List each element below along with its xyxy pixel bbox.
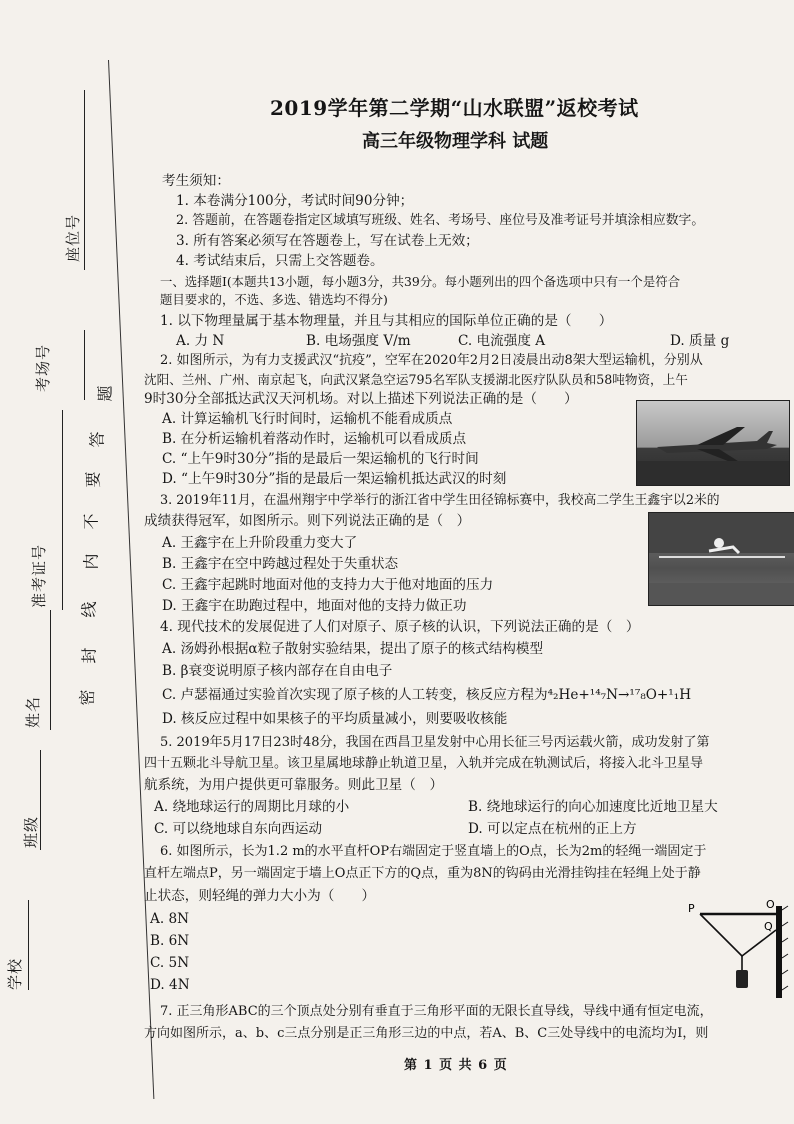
q1-option-a: A. 力 N bbox=[176, 333, 225, 349]
q2-option-d: D. “上午9时30分”指的是最后一架运输机抵达武汉的时刻 bbox=[162, 471, 507, 487]
seal-char: 封 bbox=[79, 647, 99, 664]
q3-option-b: B. 王鑫宇在空中跨越过程处于失重状态 bbox=[162, 556, 399, 572]
q6-option-a: A. 8N bbox=[150, 911, 190, 927]
seat-label: 座位号 bbox=[64, 213, 82, 262]
seal-char: 题 bbox=[95, 385, 115, 402]
q6-stem: 6. 如图所示，长为1.2 m的水平直杆OP右端固定于竖直墙上的O点，长为2m的轻绳一端固定于 bbox=[160, 844, 707, 859]
label-p: P bbox=[688, 902, 695, 915]
q6-option-b: B. 6N bbox=[150, 933, 190, 949]
label-q: Q bbox=[764, 920, 773, 933]
seal-char: 线 bbox=[79, 601, 99, 618]
exam-room-label: 考场号 bbox=[34, 343, 52, 392]
school-label: 学校 bbox=[6, 957, 24, 990]
main-content bbox=[140, 0, 794, 1124]
q3-option-d: D. 王鑫宇在助跑过程中，地面对他的支持力做正功 bbox=[162, 598, 467, 614]
school-line bbox=[28, 900, 29, 990]
q5-stem: 5. 2019年5月17日23时48分，我国在西昌卫星发射中心用长征三号丙运载火箭，成功发射了第 bbox=[160, 735, 710, 750]
q2-option-c: C. “上午9时30分”指的是最后一架运输机的飞行时间 bbox=[162, 451, 479, 467]
q7-stem: 7. 正三角形ABC的三个顶点处分别有垂直于三角形平面的无限长直导线，导线中通有恒定电流， bbox=[160, 1004, 713, 1019]
q5-option-c: C. 可以绕地球自东向西运动 bbox=[154, 821, 323, 837]
q5-option-a: A. 绕地球运行的周期比月球的小 bbox=[154, 799, 350, 815]
binding-strip bbox=[0, 0, 140, 1124]
section-instruction: 一、选择题Ⅰ(本题共13小题，每小题3分，共39分。每小题列出的四个备选项中只有一个是符合 bbox=[160, 274, 680, 289]
section-instruction: 题目要求的，不选、多选、错选均不得分) bbox=[160, 292, 388, 307]
q3-option-a: A. 王鑫宇在上升阶段重力变大了 bbox=[162, 535, 358, 551]
notice-item: 3. 所有答案必须写在答题卷上，写在试卷上无效； bbox=[176, 233, 479, 249]
q6-stem: 直杆左端点P，另一端固定于墙上O点正下方的Q点，重为8N的钩码由光滑挂钩挂在轻绳上处于静 bbox=[144, 866, 701, 881]
rod-rope-diagram bbox=[680, 896, 790, 1006]
q5-option-b: B. 绕地球运行的向心加速度比近地卫星大 bbox=[468, 799, 718, 815]
seal-char: 不 bbox=[81, 513, 101, 530]
q6-stem: 止状态，则轻绳的弹力大小为（ ） bbox=[144, 888, 376, 904]
exam-title: 2019学年第二学期“山水联盟”返校考试 bbox=[270, 96, 639, 120]
plane-icon bbox=[637, 401, 789, 485]
seal-char: 答 bbox=[87, 431, 107, 448]
q2-stem: 沈阳、兰州、广州、南京起飞，向武汉紧急空运795名军队支援湖北医疗队队员和58吨物资，上午 bbox=[144, 372, 688, 387]
room-line bbox=[84, 330, 85, 400]
q6-option-d: D. 4N bbox=[150, 977, 190, 993]
q5-option-d: D. 可以定点在杭州的正上方 bbox=[468, 821, 637, 837]
name-line bbox=[50, 610, 51, 730]
transport-plane-photo bbox=[636, 400, 790, 486]
q2-option-b: B. 在分析运输机着落动作时，运输机可以看成质点 bbox=[162, 431, 467, 447]
q4-option-d: D. 核反应过程中如果核子的平均质量减小，则要吸收核能 bbox=[162, 711, 508, 727]
nuclear-equation: ⁴₂He+¹⁴₇N→¹⁷₈O+¹₁H bbox=[547, 687, 692, 703]
q3-stem: 成绩获得冠军，如图所示。则下列说法正确的是（ ） bbox=[144, 513, 471, 529]
exam-subtitle: 高三年级物理学科 试题 bbox=[362, 131, 549, 152]
q4-stem: 4. 现代技术的发展促进了人们对原子、原子核的认识，下列说法正确的是（ ） bbox=[160, 619, 640, 635]
q7-stem: 方向如图所示，a、b、c三点分别是正三角形三边的中点，若A、B、C三处导线中的电流均为I，则 bbox=[144, 1026, 709, 1041]
ticket-line bbox=[62, 410, 63, 610]
q2-stem: 2. 如图所示，为有力支援武汉“抗疫”，空军在2020年2月2日凌晨出动8架大型运输机，分别从 bbox=[160, 353, 703, 368]
q1-option-d: D. 质量 g bbox=[670, 333, 730, 349]
q3-stem: 3. 2019年11月，在温州翔宇中学举行的浙江省中学生田径锦标赛中，我校高二学生王鑫宇以2米的 bbox=[160, 493, 720, 508]
seat-line bbox=[84, 90, 85, 270]
q4-option-c bbox=[162, 686, 691, 704]
q3-option-c: C. 王鑫宇起跳时地面对他的支持力大于他对地面的压力 bbox=[162, 577, 494, 593]
high-jump-photo bbox=[648, 512, 794, 606]
notice-item: 1. 本卷满分100分，考试时间90分钟； bbox=[176, 193, 414, 209]
q2-stem: 9时30分全部抵达武汉天河机场。对以上描述下列说法正确的是（ ） bbox=[144, 391, 578, 407]
q6-option-c: C. 5N bbox=[150, 955, 190, 971]
q1-option-c: C. 电流强度 A bbox=[458, 333, 546, 349]
athlete-icon bbox=[649, 513, 794, 605]
ticket-label: 准考证号 bbox=[30, 543, 48, 608]
seal-char: 内 bbox=[81, 553, 101, 570]
notice-item: 4. 考试结束后，只需上交答题卷。 bbox=[176, 253, 384, 269]
q5-stem: 航系统，为用户提供更可靠服务。则此卫星（ ） bbox=[144, 777, 444, 793]
q4-option-c-text: C. 卢瑟福通过实验首次实现了原子核的人工转变，核反应方程为 bbox=[162, 687, 548, 703]
notice-item: 2. 答题前，在答题卷指定区域填写班级、姓名、考场号、座位号及准考证号并填涂相应数字。 bbox=[176, 213, 705, 228]
class-label: 班级 bbox=[22, 815, 40, 848]
q1-option-b: B. 电场强度 V/m bbox=[306, 333, 411, 349]
seal-char: 密 bbox=[77, 689, 97, 706]
name-label: 姓名 bbox=[24, 695, 42, 728]
label-o: O bbox=[766, 898, 775, 911]
notice-heading: 考生须知： bbox=[162, 173, 230, 189]
q4-option-b: B. β衰变说明原子核内部存在自由电子 bbox=[162, 663, 393, 679]
q2-option-a: A. 计算运输机飞行时间时，运输机不能看成质点 bbox=[162, 411, 453, 427]
seal-char: 要 bbox=[83, 471, 103, 488]
q1-stem: 1. 以下物理量属于基本物理量，并且与其相应的国际单位正确的是（ ） bbox=[160, 313, 613, 329]
q5-stem: 四十五颗北斗导航卫星。该卫星属地球静止轨道卫星，入轨并完成在轨测试后，将接入北斗卫星导 bbox=[144, 756, 704, 771]
page-footer: 第 1 页 共 6 页 bbox=[404, 1058, 508, 1073]
q4-option-a: A. 汤姆孙根据α粒子散射实验结果，提出了原子的核式结构模型 bbox=[162, 641, 544, 657]
